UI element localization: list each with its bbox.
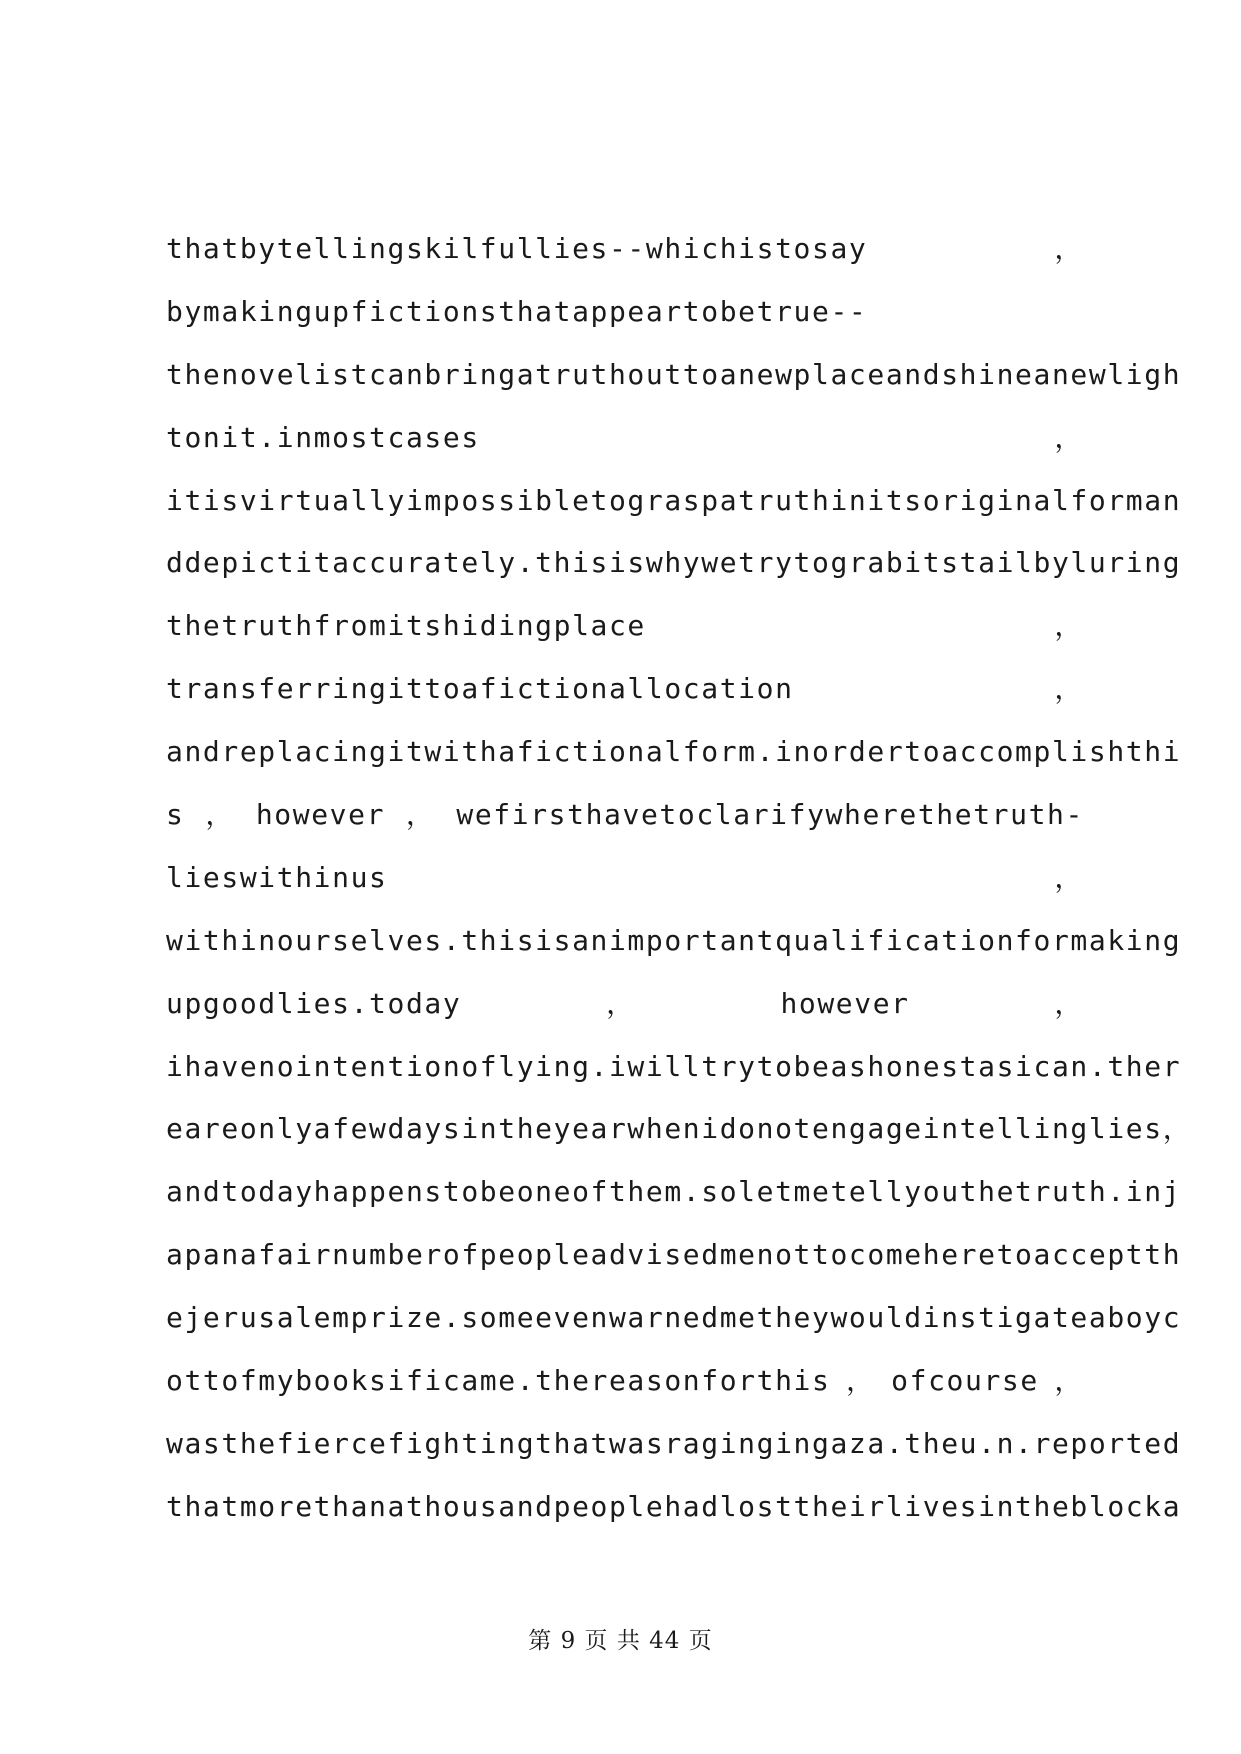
- text-line: apanafairnumberofpeopleadvisedmenottocomeheretoacceptth: [166, 1238, 1182, 1272]
- text-fragment: ，: [1054, 672, 1084, 706]
- text-fragment: tonit.inmostcases: [166, 420, 480, 454]
- text-fragment: ，: [1054, 232, 1084, 265]
- text-fragment: however: [780, 986, 910, 1020]
- text-line: andtodayhappenstobeoneofthem.soletmetellyouthetruth.inj: [166, 1175, 1182, 1209]
- text-fragment: thatbytellingskilfullies--whichistosay: [166, 232, 868, 265]
- body-text: [166, 232, 1193, 1553]
- text-fragment: upgoodlies.today: [166, 986, 462, 1020]
- page-footer: 第 9 页 共 44 页: [528, 1628, 713, 1654]
- text-fragment: ，: [1054, 1364, 1084, 1398]
- text-line: [166, 861, 1084, 924]
- text-line: [166, 609, 1084, 672]
- text-fragment: ，: [846, 1364, 876, 1398]
- text-line: [166, 1364, 1084, 1427]
- text-line: [166, 672, 1084, 735]
- text-fragment: ，: [205, 798, 235, 832]
- text-fragment: ，: [1054, 609, 1084, 643]
- text-fragment: lieswithinus: [166, 860, 388, 894]
- text-line: eareonlyafewdaysintheyearwhenidonotengageintellinglies，: [166, 1112, 1193, 1146]
- text-fragment: ，: [1054, 420, 1084, 454]
- text-line: [166, 987, 1084, 1050]
- text-fragment: thetruthfromitshidingplace: [166, 609, 646, 643]
- text-fragment: s: [166, 798, 185, 832]
- text-line: [166, 798, 1084, 861]
- text-line: ejerusalemprize.someevenwarnedmetheywouldinstigateaboyc: [166, 1301, 1182, 1335]
- text-line: bymakingupfictionsthatappeartobetrue--: [166, 294, 868, 328]
- text-fragment: however: [255, 798, 386, 832]
- text-fragment: ，: [1054, 986, 1084, 1020]
- text-fragment: ，: [405, 798, 436, 832]
- text-line: andreplacingitwithafictionalform.inordertoaccomplishthi: [166, 735, 1182, 769]
- text-fragment: ottofmybooksificame.thereasonforthis: [166, 1364, 831, 1398]
- text-line: thatmorethanathousandpeoplehadlosttheirlivesintheblocka: [166, 1489, 1182, 1523]
- text-fragment: ofcourse: [891, 1364, 1039, 1398]
- text-fragment: ，: [1054, 860, 1084, 894]
- text-line: [166, 232, 1084, 295]
- text-line: ddepictitaccurately.thisiswhywetrytograbitstailbyluring: [166, 546, 1182, 580]
- text-line: wasthefiercefightingthatwasragingingaza.theu.n.reported: [166, 1426, 1182, 1460]
- text-line: itisvirtuallyimpossibletograspatruthinitsoriginalforman: [166, 483, 1182, 517]
- text-fragment: transferringittoafictionallocation: [166, 672, 794, 706]
- text-fragment: wefirsthavetoclarifywherethetruth-: [456, 798, 1084, 832]
- text-fragment: ，: [606, 986, 636, 1020]
- text-line: withinourselves.thisisanimportantqualificationformaking: [166, 923, 1182, 957]
- text-line: thenovelistcanbringatruthouttoanewplaceandshineanewligh: [166, 357, 1182, 391]
- text-line: [166, 421, 1084, 484]
- text-line: ihavenointentionoflying.iwilltrytobeashonestasican.ther: [166, 1049, 1182, 1083]
